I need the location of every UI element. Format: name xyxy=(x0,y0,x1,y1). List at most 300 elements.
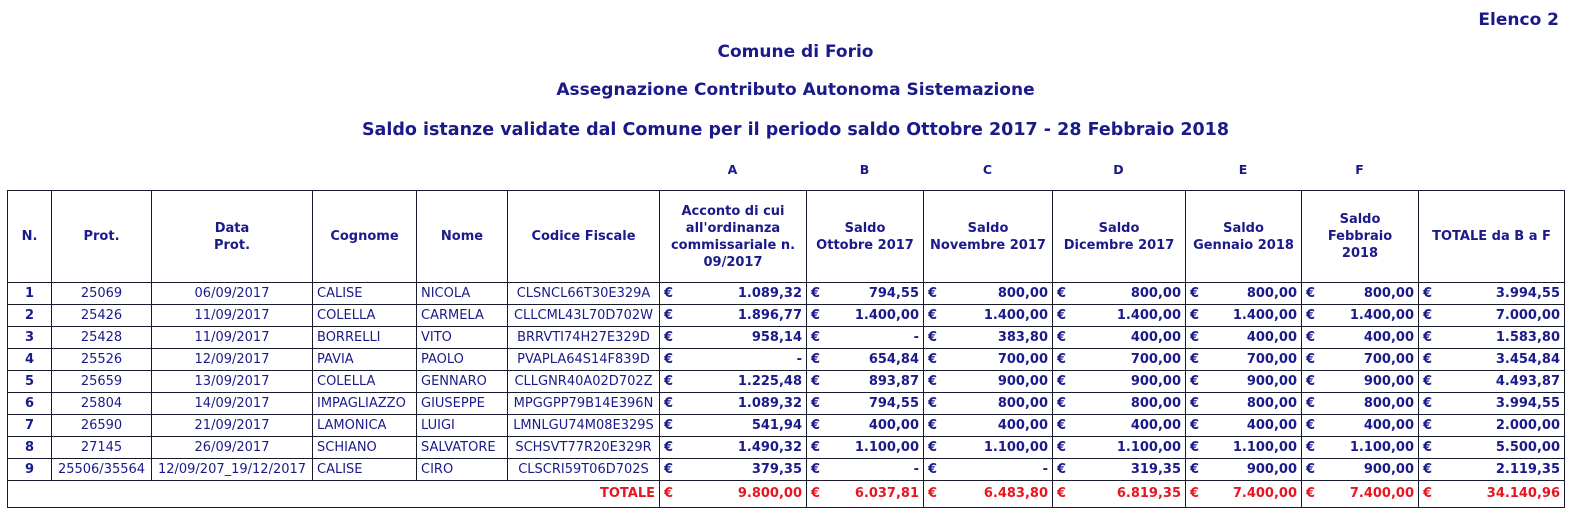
amount-value: 3.454,84 xyxy=(1495,352,1560,367)
amount-value: 900,00 xyxy=(1130,374,1181,389)
col-data-prot-header: Data Prot. xyxy=(152,191,313,283)
col-saldo-dicembre-cell xyxy=(1053,371,1186,393)
currency-symbol: € xyxy=(664,286,674,301)
amount-value: 958,14 xyxy=(751,330,802,345)
currency-symbol: € xyxy=(1057,440,1067,455)
column-letter-d: D xyxy=(1113,162,1124,177)
table-row xyxy=(8,437,1565,459)
currency-symbol: € xyxy=(664,418,674,433)
col-nome-header: Nome xyxy=(417,191,508,283)
first-name-cell: PAOLO xyxy=(417,349,508,371)
currency-symbol: € xyxy=(1057,396,1067,411)
amount-value: 6.037,81 xyxy=(854,486,919,501)
currency-symbol: € xyxy=(1057,352,1067,367)
totals-row xyxy=(8,481,1565,508)
row-number-cell: 5 xyxy=(8,371,52,393)
protocol-date-cell: 21/09/2017 xyxy=(152,415,313,437)
first-name-cell: LUIGI xyxy=(417,415,508,437)
protocol-cell: 26590 xyxy=(52,415,152,437)
currency-symbol: € xyxy=(1306,352,1316,367)
currency-symbol: € xyxy=(1423,486,1433,501)
totals-label: TOTALE xyxy=(508,481,660,508)
first-name-cell: NICOLA xyxy=(417,283,508,305)
currency-symbol: € xyxy=(1190,396,1200,411)
tax-code-cell: MPGGPP79B14E396N xyxy=(508,393,660,415)
assignments-table xyxy=(7,190,1565,508)
col-saldo-gennaio-cell xyxy=(1186,349,1302,371)
currency-symbol: € xyxy=(1190,286,1200,301)
protocol-cell: 27145 xyxy=(52,437,152,459)
amount-value: 3.994,55 xyxy=(1495,286,1560,301)
col-totale-cell xyxy=(1419,349,1565,371)
col-saldo-novembre-cell xyxy=(924,437,1053,459)
currency-symbol: € xyxy=(1057,330,1067,345)
amount-value: 5.500,00 xyxy=(1495,440,1560,455)
col-totale-cell xyxy=(1419,415,1565,437)
currency-symbol: € xyxy=(1306,374,1316,389)
currency-symbol: € xyxy=(811,486,821,501)
amount-value: 893,87 xyxy=(868,374,919,389)
currency-symbol: € xyxy=(1190,374,1200,389)
currency-symbol: € xyxy=(664,396,674,411)
col-saldo-febbraio-cell xyxy=(1302,371,1419,393)
currency-symbol: € xyxy=(811,330,821,345)
amount-value: 1.089,32 xyxy=(737,286,802,301)
col-saldo-febbraio-cell xyxy=(1302,415,1419,437)
col-saldo-dicembre-cell xyxy=(1053,393,1186,415)
currency-symbol: € xyxy=(811,374,821,389)
col-saldo-gennaio-cell xyxy=(1186,415,1302,437)
col-saldo-novembre-cell xyxy=(924,305,1053,327)
currency-symbol: € xyxy=(1423,462,1433,477)
currency-symbol: € xyxy=(1306,440,1316,455)
list-number: Elenco 2 xyxy=(1478,10,1559,30)
col-saldo-febbraio-cell xyxy=(1302,349,1419,371)
surname-cell: SCHIANO xyxy=(313,437,417,459)
currency-symbol: € xyxy=(1423,352,1433,367)
currency-symbol: € xyxy=(1190,418,1200,433)
col-totale-cell xyxy=(1419,437,1565,459)
col-totale-cell xyxy=(1419,459,1565,481)
amount-value: 800,00 xyxy=(997,396,1048,411)
amount-value: 800,00 xyxy=(1246,396,1297,411)
currency-symbol: € xyxy=(1423,418,1433,433)
surname-cell: IMPAGLIAZZO xyxy=(313,393,417,415)
col-saldo-febbraio-cell xyxy=(1302,283,1419,305)
currency-symbol: € xyxy=(811,462,821,477)
amount-value: 1.583,80 xyxy=(1495,330,1560,345)
total-col-saldo-novembre-cell xyxy=(924,481,1053,508)
amount-value: 900,00 xyxy=(997,374,1048,389)
table-row xyxy=(8,393,1565,415)
col-saldo-ottobre-cell xyxy=(807,415,924,437)
protocol-date-cell: 06/09/2017 xyxy=(152,283,313,305)
currency-symbol: € xyxy=(811,286,821,301)
currency-symbol: € xyxy=(1306,330,1316,345)
currency-symbol: € xyxy=(664,352,674,367)
total-col-saldo-febbraio-cell xyxy=(1302,481,1419,508)
column-letter-c: C xyxy=(982,162,993,177)
col-saldo-novembre-cell xyxy=(924,393,1053,415)
currency-symbol: € xyxy=(1057,486,1067,501)
amount-value: 1.225,48 xyxy=(737,374,802,389)
col-saldo-ottobre-cell xyxy=(807,283,924,305)
protocol-cell: 25804 xyxy=(52,393,152,415)
surname-cell: CALISE xyxy=(313,283,417,305)
currency-symbol: € xyxy=(1057,418,1067,433)
col-saldo-gennaio-cell xyxy=(1186,327,1302,349)
tax-code-cell: PVAPLA64S14F839D xyxy=(508,349,660,371)
tax-code-cell: LMNLGU74M08E329S xyxy=(508,415,660,437)
period-title: Saldo istanze validate dal Comune per il periodo saldo Ottobre 2017 - 28 Febbraio 2018 xyxy=(361,120,1230,140)
col-saldo-gennaio-cell xyxy=(1186,305,1302,327)
currency-symbol: € xyxy=(1057,308,1067,323)
currency-symbol: € xyxy=(664,462,674,477)
col-acconto-cell xyxy=(660,393,807,415)
currency-symbol: € xyxy=(1306,418,1316,433)
row-number-cell: 3 xyxy=(8,327,52,349)
amount-value: 700,00 xyxy=(1363,352,1414,367)
protocol-date-cell: 12/09/207_19/12/2017 xyxy=(152,459,313,481)
col-saldo-febbraio-cell xyxy=(1302,459,1419,481)
column-letter-a: A xyxy=(727,162,738,177)
col-saldo-febbraio-cell xyxy=(1302,437,1419,459)
currency-symbol: € xyxy=(811,440,821,455)
currency-symbol: € xyxy=(928,374,938,389)
currency-symbol: € xyxy=(1423,330,1433,345)
col-saldo-novembre-cell xyxy=(924,459,1053,481)
currency-symbol: € xyxy=(664,486,674,501)
first-name-cell: SALVATORE xyxy=(417,437,508,459)
col-saldo-dicembre-cell xyxy=(1053,327,1186,349)
row-number-cell: 4 xyxy=(8,349,52,371)
col-saldo-ottobre-cell xyxy=(807,393,924,415)
table-header-row xyxy=(8,191,1565,283)
table-row xyxy=(8,459,1565,481)
surname-cell: COLELLA xyxy=(313,371,417,393)
amount-value: 541,94 xyxy=(751,418,802,433)
col-saldo-febbraio-header: Saldo Febbraio 2018 xyxy=(1302,191,1419,283)
col-saldo-dicembre-cell xyxy=(1053,283,1186,305)
amount-value: - xyxy=(913,462,919,477)
surname-cell: CALISE xyxy=(313,459,417,481)
currency-symbol: € xyxy=(928,330,938,345)
col-saldo-gennaio-cell xyxy=(1186,283,1302,305)
col-saldo-dicembre-header: Saldo Dicembre 2017 xyxy=(1053,191,1186,283)
col-saldo-dicembre-cell xyxy=(1053,349,1186,371)
currency-symbol: € xyxy=(1423,286,1433,301)
amount-value: 400,00 xyxy=(997,418,1048,433)
col-saldo-febbraio-cell xyxy=(1302,327,1419,349)
currency-symbol: € xyxy=(664,374,674,389)
row-number-cell: 6 xyxy=(8,393,52,415)
col-acconto-cell xyxy=(660,283,807,305)
amount-value: 2.000,00 xyxy=(1495,418,1560,433)
protocol-cell: 25526 xyxy=(52,349,152,371)
col-acconto-cell xyxy=(660,415,807,437)
currency-symbol: € xyxy=(1423,308,1433,323)
amount-value: 1.400,00 xyxy=(1232,308,1297,323)
amount-value: 400,00 xyxy=(1246,330,1297,345)
amount-value: 800,00 xyxy=(1130,286,1181,301)
document-subtitle: Assegnazione Contributo Autonoma Sistemazione xyxy=(556,80,1035,100)
column-letter-f: F xyxy=(1355,162,1364,177)
currency-symbol: € xyxy=(1306,308,1316,323)
total-col-totale-cell xyxy=(1419,481,1565,508)
protocol-date-cell: 11/09/2017 xyxy=(152,327,313,349)
col-totale-cell xyxy=(1419,305,1565,327)
protocol-cell: 25069 xyxy=(52,283,152,305)
table-row xyxy=(8,283,1565,305)
amount-value: - xyxy=(1042,462,1048,477)
amount-value: 900,00 xyxy=(1246,462,1297,477)
total-col-saldo-ottobre-cell xyxy=(807,481,924,508)
amount-value: 7.400,00 xyxy=(1232,486,1297,501)
col-saldo-ottobre-cell xyxy=(807,371,924,393)
col-saldo-dicembre-cell xyxy=(1053,305,1186,327)
col-saldo-dicembre-cell xyxy=(1053,459,1186,481)
col-n-header: N. xyxy=(8,191,52,283)
currency-symbol: € xyxy=(811,352,821,367)
amount-value: 379,35 xyxy=(751,462,802,477)
col-acconto-cell xyxy=(660,459,807,481)
col-saldo-ottobre-cell xyxy=(807,349,924,371)
amount-value: 400,00 xyxy=(1130,418,1181,433)
amount-value: 319,35 xyxy=(1130,462,1181,477)
currency-symbol: € xyxy=(928,308,938,323)
col-acconto-cell xyxy=(660,437,807,459)
amount-value: 34.140,96 xyxy=(1486,486,1560,501)
amount-value: 1.100,00 xyxy=(983,440,1048,455)
protocol-cell: 25426 xyxy=(52,305,152,327)
col-acconto-header: Acconto di cui all'ordinanza commissariale n. 09/2017 xyxy=(660,191,807,283)
col-acconto-cell xyxy=(660,305,807,327)
amount-value: 900,00 xyxy=(1363,374,1414,389)
tax-code-cell: CLLCML43L70D702W xyxy=(508,305,660,327)
protocol-date-cell: 14/09/2017 xyxy=(152,393,313,415)
column-letters xyxy=(0,162,1591,180)
tax-code-cell: CLLGNR40A02D702Z xyxy=(508,371,660,393)
amount-value: 700,00 xyxy=(1130,352,1181,367)
amount-value: 1.400,00 xyxy=(983,308,1048,323)
amount-value: 800,00 xyxy=(1363,286,1414,301)
amount-value: 1.089,32 xyxy=(737,396,802,411)
amount-value: 7.400,00 xyxy=(1349,486,1414,501)
currency-symbol: € xyxy=(1190,308,1200,323)
amount-value: 1.490,32 xyxy=(737,440,802,455)
amount-value: 9.800,00 xyxy=(737,486,802,501)
amount-value: 4.493,87 xyxy=(1495,374,1560,389)
currency-symbol: € xyxy=(1306,486,1316,501)
first-name-cell: VITO xyxy=(417,327,508,349)
col-prot-header: Prot. xyxy=(52,191,152,283)
row-number-cell: 9 xyxy=(8,459,52,481)
surname-cell: LAMONICA xyxy=(313,415,417,437)
col-saldo-ottobre-cell xyxy=(807,437,924,459)
protocol-date-cell: 26/09/2017 xyxy=(152,437,313,459)
col-acconto-cell xyxy=(660,327,807,349)
currency-symbol: € xyxy=(1057,374,1067,389)
col-saldo-gennaio-cell xyxy=(1186,437,1302,459)
amount-value: 800,00 xyxy=(997,286,1048,301)
surname-cell: PAVIA xyxy=(313,349,417,371)
total-col-saldo-dicembre-cell xyxy=(1053,481,1186,508)
protocol-date-cell: 13/09/2017 xyxy=(152,371,313,393)
amount-value: 794,55 xyxy=(868,396,919,411)
row-number-cell: 2 xyxy=(8,305,52,327)
amount-value: 6.819,35 xyxy=(1116,486,1181,501)
currency-symbol: € xyxy=(1423,440,1433,455)
currency-symbol: € xyxy=(811,308,821,323)
amount-value: - xyxy=(796,352,802,367)
currency-symbol: € xyxy=(1306,396,1316,411)
amount-value: 6.483,80 xyxy=(983,486,1048,501)
col-totale-cell xyxy=(1419,393,1565,415)
amount-value: 1.400,00 xyxy=(1349,308,1414,323)
col-totale-cell xyxy=(1419,283,1565,305)
total-col-acconto-cell xyxy=(660,481,807,508)
amount-value: 654,84 xyxy=(868,352,919,367)
amount-value: 3.994,55 xyxy=(1495,396,1560,411)
row-number-cell: 1 xyxy=(8,283,52,305)
col-totale-header: TOTALE da B a F xyxy=(1419,191,1565,283)
col-acconto-cell xyxy=(660,349,807,371)
row-number-cell: 8 xyxy=(8,437,52,459)
currency-symbol: € xyxy=(811,418,821,433)
amount-value: 700,00 xyxy=(997,352,1048,367)
protocol-cell: 25428 xyxy=(52,327,152,349)
currency-symbol: € xyxy=(664,440,674,455)
col-saldo-gennaio-cell xyxy=(1186,459,1302,481)
amount-value: 383,80 xyxy=(997,330,1048,345)
col-codice-fiscale-header: Codice Fiscale xyxy=(508,191,660,283)
currency-symbol: € xyxy=(1190,330,1200,345)
currency-symbol: € xyxy=(928,352,938,367)
currency-symbol: € xyxy=(1306,462,1316,477)
amount-value: 1.100,00 xyxy=(854,440,919,455)
amount-value: 794,55 xyxy=(868,286,919,301)
currency-symbol: € xyxy=(1423,396,1433,411)
col-saldo-novembre-cell xyxy=(924,283,1053,305)
protocol-date-cell: 11/09/2017 xyxy=(152,305,313,327)
protocol-cell: 25506/35564 xyxy=(52,459,152,481)
amount-value: 1.100,00 xyxy=(1349,440,1414,455)
first-name-cell: CARMELA xyxy=(417,305,508,327)
col-saldo-novembre-cell xyxy=(924,371,1053,393)
currency-symbol: € xyxy=(664,330,674,345)
col-saldo-febbraio-cell xyxy=(1302,305,1419,327)
currency-symbol: € xyxy=(928,396,938,411)
amount-value: 7.000,00 xyxy=(1495,308,1560,323)
col-saldo-novembre-cell xyxy=(924,415,1053,437)
total-col-saldo-gennaio-cell xyxy=(1186,481,1302,508)
col-cognome-header: Cognome xyxy=(313,191,417,283)
col-saldo-gennaio-header: Saldo Gennaio 2018 xyxy=(1186,191,1302,283)
col-saldo-novembre-cell xyxy=(924,349,1053,371)
table-row xyxy=(8,371,1565,393)
col-saldo-ottobre-cell xyxy=(807,305,924,327)
col-saldo-dicembre-cell xyxy=(1053,415,1186,437)
currency-symbol: € xyxy=(1057,286,1067,301)
protocol-date-cell: 12/09/2017 xyxy=(152,349,313,371)
currency-symbol: € xyxy=(928,286,938,301)
table-row xyxy=(8,305,1565,327)
currency-symbol: € xyxy=(1306,286,1316,301)
col-saldo-gennaio-cell xyxy=(1186,393,1302,415)
column-letter-b: B xyxy=(859,162,870,177)
totals-spacer xyxy=(8,481,508,508)
amount-value: 2.119,35 xyxy=(1495,462,1560,477)
currency-symbol: € xyxy=(928,418,938,433)
col-totale-cell xyxy=(1419,327,1565,349)
amount-value: 1.400,00 xyxy=(854,308,919,323)
col-saldo-febbraio-cell xyxy=(1302,393,1419,415)
tax-code-cell: SCHSVT77R20E329R xyxy=(508,437,660,459)
first-name-cell: CIRO xyxy=(417,459,508,481)
municipality-title: Comune di Forio xyxy=(717,42,874,62)
amount-value: 700,00 xyxy=(1246,352,1297,367)
surname-cell: BORRELLI xyxy=(313,327,417,349)
amount-value: 900,00 xyxy=(1363,462,1414,477)
tax-code-cell: BRRVTI74H27E329D xyxy=(508,327,660,349)
amount-value: 400,00 xyxy=(1130,330,1181,345)
surname-cell: COLELLA xyxy=(313,305,417,327)
currency-symbol: € xyxy=(1423,374,1433,389)
amount-value: 1.400,00 xyxy=(1116,308,1181,323)
amount-value: 1.100,00 xyxy=(1232,440,1297,455)
col-saldo-novembre-header: Saldo Novembre 2017 xyxy=(924,191,1053,283)
amount-value: - xyxy=(913,330,919,345)
currency-symbol: € xyxy=(1190,486,1200,501)
currency-symbol: € xyxy=(928,486,938,501)
column-letter-e: E xyxy=(1238,162,1248,177)
currency-symbol: € xyxy=(928,440,938,455)
currency-symbol: € xyxy=(1190,352,1200,367)
col-saldo-gennaio-cell xyxy=(1186,371,1302,393)
table-row xyxy=(8,415,1565,437)
currency-symbol: € xyxy=(1057,462,1067,477)
col-acconto-cell xyxy=(660,371,807,393)
currency-symbol: € xyxy=(1190,462,1200,477)
tax-code-cell: CLSNCL66T30E329A xyxy=(508,283,660,305)
amount-value: 1.896,77 xyxy=(737,308,802,323)
col-totale-cell xyxy=(1419,371,1565,393)
currency-symbol: € xyxy=(928,462,938,477)
col-saldo-dicembre-cell xyxy=(1053,437,1186,459)
table-row xyxy=(8,349,1565,371)
currency-symbol: € xyxy=(811,396,821,411)
amount-value: 900,00 xyxy=(1246,374,1297,389)
tax-code-cell: CLSCRI59T06D702S xyxy=(508,459,660,481)
amount-value: 400,00 xyxy=(1363,330,1414,345)
amount-value: 800,00 xyxy=(1130,396,1181,411)
protocol-cell: 25659 xyxy=(52,371,152,393)
amount-value: 400,00 xyxy=(868,418,919,433)
table-row xyxy=(8,327,1565,349)
row-number-cell: 7 xyxy=(8,415,52,437)
amount-value: 400,00 xyxy=(1363,418,1414,433)
amount-value: 1.100,00 xyxy=(1116,440,1181,455)
currency-symbol: € xyxy=(664,308,674,323)
col-saldo-ottobre-header: Saldo Ottobre 2017 xyxy=(807,191,924,283)
amount-value: 800,00 xyxy=(1363,396,1414,411)
amount-value: 800,00 xyxy=(1246,286,1297,301)
col-saldo-novembre-cell xyxy=(924,327,1053,349)
col-saldo-ottobre-cell xyxy=(807,327,924,349)
currency-symbol: € xyxy=(1190,440,1200,455)
col-saldo-ottobre-cell xyxy=(807,459,924,481)
first-name-cell: GIUSEPPE xyxy=(417,393,508,415)
